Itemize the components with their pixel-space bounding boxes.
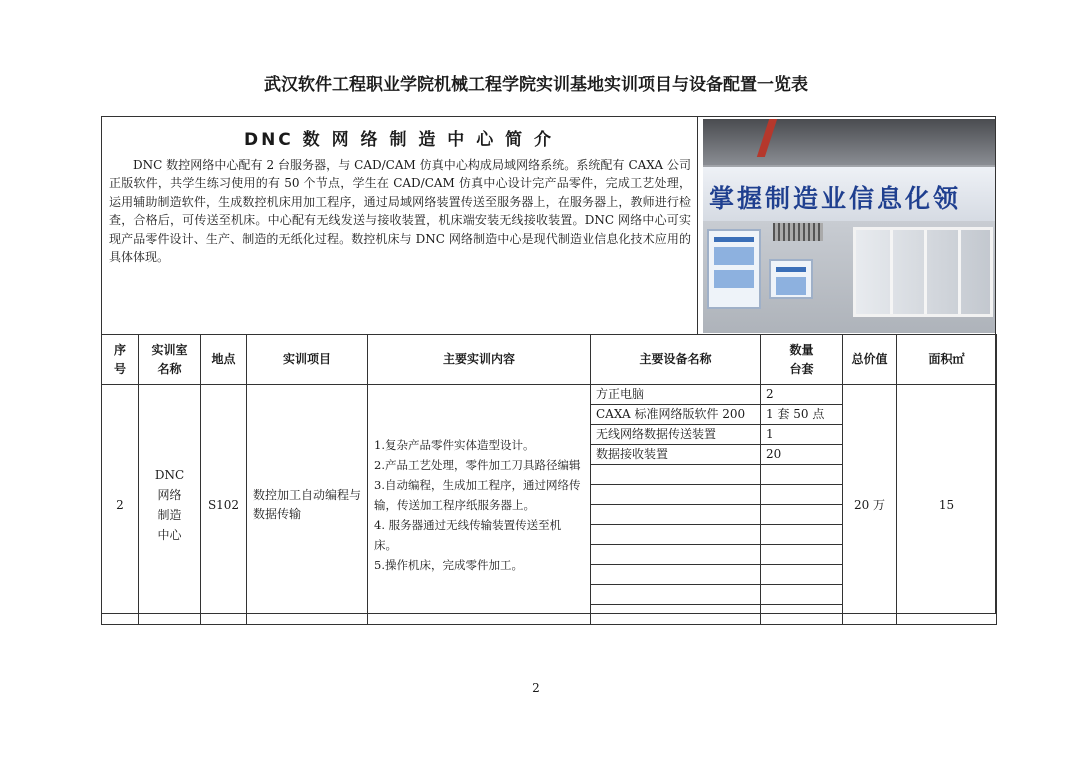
- content-line: 4. 服务器通过无线传输装置传送至机床。: [374, 517, 562, 552]
- equipment-name: CAXA 标准网络版软件 200: [591, 405, 761, 425]
- equipment-name: [591, 545, 761, 565]
- equipment-name: [591, 525, 761, 545]
- header-quantity: 数量台套: [761, 335, 843, 385]
- equipment-qty: 20: [761, 445, 843, 465]
- equipment-qty: [761, 565, 843, 585]
- cell-content: [368, 385, 591, 625]
- content-line: 2.产品工艺处理，零件加工刀具路径编辑: [374, 457, 581, 472]
- intro-panel: [101, 116, 698, 335]
- equipment-qty: [761, 605, 843, 625]
- equipment-name: 方正电脑: [591, 385, 761, 405]
- equipment-qty: [761, 465, 843, 485]
- equipment-name: [591, 465, 761, 485]
- header-content: 主要实训内容: [368, 335, 591, 385]
- equipment-qty: [761, 505, 843, 525]
- header-location: 地点: [201, 335, 247, 385]
- header-room: 实训室名称: [139, 335, 201, 385]
- equipment-name: [591, 505, 761, 525]
- header-seq: 序号: [102, 335, 139, 385]
- cell-total-value: 20 万: [843, 385, 897, 625]
- lab-photo: [703, 119, 995, 333]
- header-equipment: 主要设备名称: [591, 335, 761, 385]
- room-line: 网络: [157, 487, 182, 502]
- cell-area: 15: [897, 385, 997, 625]
- intro-heading: DNC 数 网 络 制 造 中 心 简 介: [243, 130, 555, 150]
- photo-poster-1: [707, 229, 761, 309]
- photo-window: [853, 227, 993, 317]
- header-area: 面积㎡: [897, 335, 997, 385]
- photo-ceiling: [703, 119, 995, 165]
- room-line: 制造: [157, 507, 182, 522]
- equipment-qty: [761, 485, 843, 505]
- equipment-name: [591, 605, 761, 625]
- photo-slogan: 掌握制造业信息化领: [709, 184, 962, 213]
- equipment-qty: 1: [761, 425, 843, 445]
- photo-vent: [773, 223, 823, 241]
- intro-body: DNC 数控网络中心配有 2 台服务器，与 CAD/CAM 仿真中心构成局域网络系统。系统配有 CAXA 公司正版软件，共学生练习使用的有 50 个节点，学生在 CAD/CAM 仿真中心设计完产品零件，完成工艺处理，运用辅助制造软件，生成数控机床用加工程序，通过局域网络装置传送至服务器上，在服务器上，教师进行检查，合格后，可传送至机床。中心配有无线发送与接收装置，机床端安装无线接收装置。DNC 网络中心可实现产品零件设计、生产、制造的无纸化过程。数控机床与 DNC 网络制造中心是现代制造业信息化技术应用的具体体现。: [109, 158, 691, 265]
- equipment-qty: [761, 525, 843, 545]
- room-line: DNC: [154, 467, 185, 482]
- content-line: 5.操作机床，完成零件加工。: [374, 557, 523, 572]
- header-project: 实训项目: [247, 335, 368, 385]
- page-number: 2: [532, 681, 540, 695]
- table-header-row: [102, 335, 997, 385]
- photo-poster-2: [769, 259, 813, 299]
- equipment-name: 无线网络数据传送装置: [591, 425, 761, 445]
- header-total-value: 总价值: [843, 335, 897, 385]
- equipment-qty: 2: [761, 385, 843, 405]
- equipment-name: 数据接收装置: [591, 445, 761, 465]
- table-row: [102, 385, 997, 405]
- equipment-name: [591, 585, 761, 605]
- equipment-qty: [761, 585, 843, 605]
- cell-project: 数控加工自动编程与数据传输: [247, 385, 368, 625]
- room-line: 中心: [157, 527, 182, 542]
- content-line: 3.自动编程，生成加工程序，通过网络传输，传送加工程序纸服务器上。: [374, 477, 581, 512]
- equipment-name: [591, 565, 761, 585]
- cell-room: [139, 385, 201, 625]
- equipment-qty: 1 套 50 点: [761, 405, 843, 425]
- cell-location: S102: [201, 385, 247, 625]
- equipment-table: [101, 334, 997, 625]
- equipment-qty: [761, 545, 843, 565]
- content-line: 1.复杂产品零件实体造型设计。: [374, 437, 535, 452]
- cell-seq: 2: [102, 385, 139, 625]
- document-title: 武汉软件工程职业学院机械工程学院实训基地实训项目与设备配置一览表: [264, 75, 808, 95]
- equipment-name: [591, 485, 761, 505]
